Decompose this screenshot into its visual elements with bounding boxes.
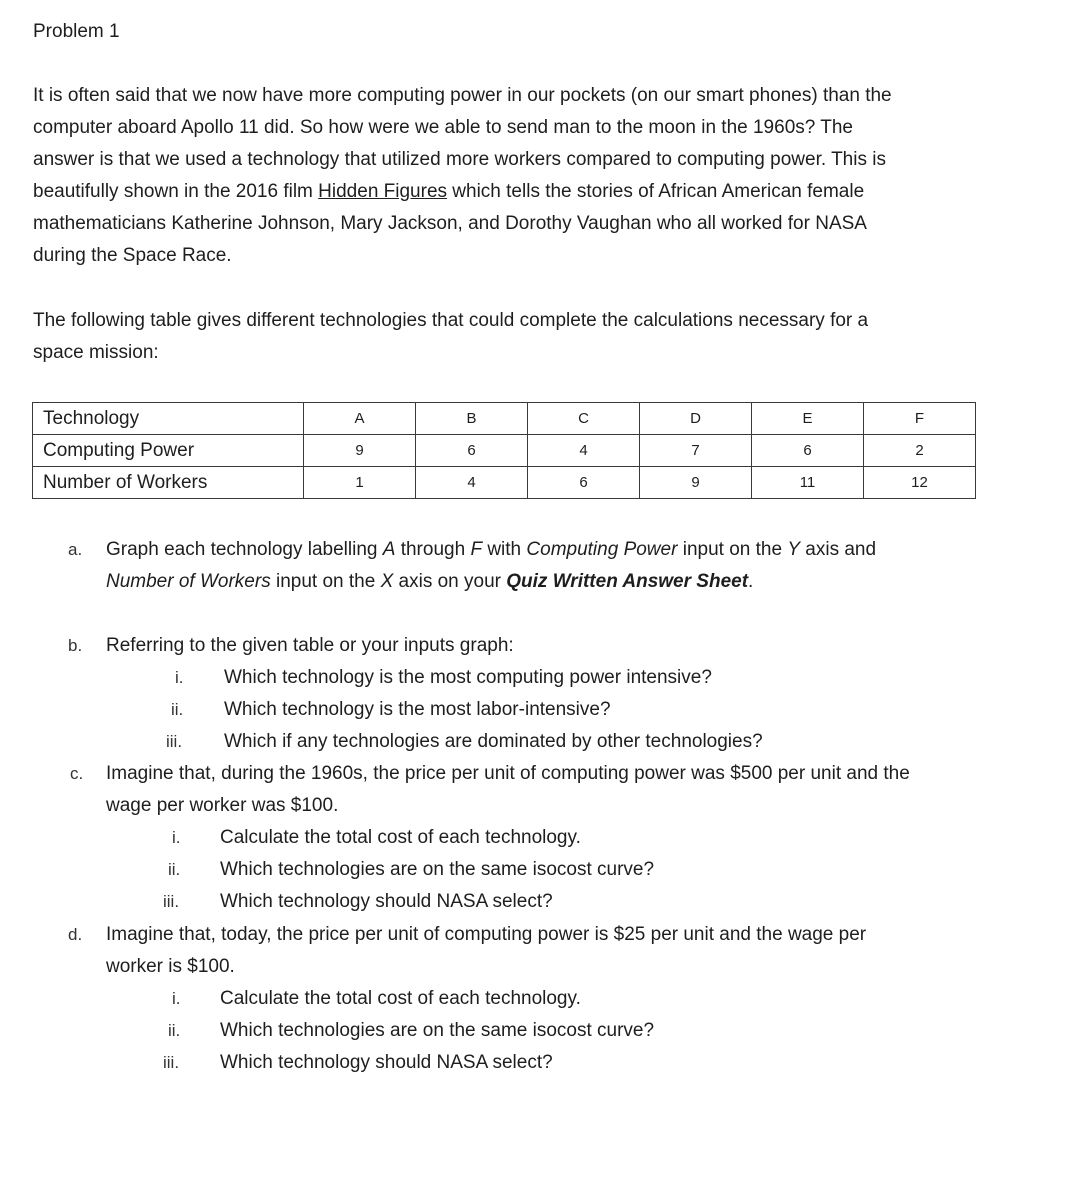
part-b-sub-question: Which technology is the most computing power intensive? bbox=[224, 667, 712, 688]
part-a-text: axis on your bbox=[393, 571, 507, 592]
table-header-col-a: A bbox=[304, 403, 416, 435]
intro-line-1: It is often said that we now have more computing power in our pockets (on our smart phones) than the bbox=[33, 85, 892, 106]
table-intro-line-1: The following table gives different technologies that could complete the calculations necessary for a bbox=[33, 310, 869, 331]
part-a-text: Y bbox=[787, 539, 800, 560]
part-b-sub-marker: i. bbox=[175, 668, 184, 687]
part-a-text: input on the bbox=[677, 539, 788, 560]
part-d-sub-marker: iii. bbox=[163, 1053, 180, 1072]
table-intro-paragraph bbox=[33, 305, 868, 369]
table-cell: 9 bbox=[640, 467, 752, 499]
part-a-text: . bbox=[748, 571, 754, 592]
part-a-text: axis and bbox=[800, 539, 877, 560]
intro-line-4-end: which tells the stories of African American female bbox=[447, 181, 865, 202]
part-c-sub-marker: ii. bbox=[168, 860, 181, 879]
part-d-sub-question: Which technologies are on the same isocost curve? bbox=[220, 1020, 655, 1041]
part-d-line-2: worker is $100. bbox=[106, 956, 235, 977]
part-d-sub-marker: i. bbox=[172, 989, 181, 1008]
part-a-text: F bbox=[470, 539, 483, 560]
part-b-marker: b. bbox=[68, 636, 83, 655]
table-header-col-f: F bbox=[864, 403, 976, 435]
table-header-col-b: B bbox=[416, 403, 528, 435]
table-header-col-c: C bbox=[528, 403, 640, 435]
table-header-label: Technology bbox=[33, 403, 304, 435]
table-cell: 11 bbox=[752, 467, 864, 499]
part-a-text: input on the bbox=[270, 571, 381, 592]
hidden-figures-title: Hidden Figures bbox=[318, 181, 448, 202]
table-header-col-d: D bbox=[640, 403, 752, 435]
part-a-text: through bbox=[395, 539, 471, 560]
intro-line-4-start: beautifully shown in the 2016 film bbox=[33, 181, 319, 202]
intro-line-3: answer is that we used a technology that utilized more workers compared to computing power. This is bbox=[33, 149, 886, 170]
table-intro-line-2: space mission: bbox=[33, 342, 159, 363]
intro-paragraph bbox=[33, 80, 892, 272]
answer-sheet-name: Quiz Written Answer Sheet bbox=[506, 571, 749, 592]
part-b-sub-marker: iii. bbox=[166, 732, 183, 751]
table-row bbox=[33, 435, 976, 467]
intro-line-5: mathematicians Katherine Johnson, Mary Jackson, and Dorothy Vaughan who all worked for NASA bbox=[33, 213, 867, 234]
table-cell: 4 bbox=[528, 435, 640, 467]
part-a-text: X bbox=[380, 571, 394, 592]
table-cell: 1 bbox=[304, 467, 416, 499]
part-c-marker: c. bbox=[70, 764, 84, 783]
table-cell: 9 bbox=[304, 435, 416, 467]
part-c-line-2: wage per worker was $100. bbox=[106, 795, 339, 816]
table-cell: 12 bbox=[864, 467, 976, 499]
table-row-label: Computing Power bbox=[33, 435, 304, 467]
part-d-marker: d. bbox=[68, 925, 83, 944]
part-a-marker: a. bbox=[68, 540, 83, 559]
part-b-sub-question: Which technology is the most labor-intensive? bbox=[224, 699, 611, 720]
intro-line-2: computer aboard Apollo 11 did. So how were we able to send man to the moon in the 1960s? The bbox=[33, 117, 853, 138]
part-c-sub-question: Calculate the total cost of each technology. bbox=[220, 827, 581, 848]
part-a-text: Number of Workers bbox=[106, 571, 271, 592]
part-c-sub-marker: i. bbox=[172, 828, 181, 847]
part-b-sub-marker: ii. bbox=[171, 700, 184, 719]
part-d-sub-question: Calculate the total cost of each technology. bbox=[220, 988, 581, 1009]
part-b-sub-question: Which if any technologies are dominated by other technologies? bbox=[224, 731, 763, 752]
intro-line-4 bbox=[33, 176, 892, 208]
part-a-text: Graph each technology labelling bbox=[106, 539, 383, 560]
part-d-line-1: Imagine that, today, the price per unit of computing power is $25 per unit and the wage per bbox=[106, 924, 867, 945]
problem-title: Problem 1 bbox=[33, 21, 120, 42]
table-cell: 4 bbox=[416, 467, 528, 499]
table-cell: 6 bbox=[752, 435, 864, 467]
part-d-sub-question: Which technology should NASA select? bbox=[220, 1052, 553, 1073]
technology-table bbox=[32, 402, 976, 499]
part-a-text: Computing Power bbox=[526, 539, 678, 560]
part-c-sub-marker: iii. bbox=[163, 892, 180, 911]
part-a-text: with bbox=[482, 539, 527, 560]
part-c-sub-question: Which technology should NASA select? bbox=[220, 891, 553, 912]
part-a-text: A bbox=[382, 539, 396, 560]
table-cell: 2 bbox=[864, 435, 976, 467]
part-d-sub-marker: ii. bbox=[168, 1021, 181, 1040]
part-c-sub-question: Which technologies are on the same isocost curve? bbox=[220, 859, 655, 880]
part-b-text: Referring to the given table or your inputs graph: bbox=[106, 635, 514, 656]
table-cell: 7 bbox=[640, 435, 752, 467]
table-row-label: Number of Workers bbox=[33, 467, 304, 499]
part-a-line-2 bbox=[106, 566, 753, 598]
table-header-col-e: E bbox=[752, 403, 864, 435]
table-cell: 6 bbox=[528, 467, 640, 499]
part-c-line-1: Imagine that, during the 1960s, the price per unit of computing power was $500 per unit and the bbox=[106, 763, 910, 784]
part-a-line-1 bbox=[106, 534, 876, 566]
intro-line-6: during the Space Race. bbox=[33, 245, 232, 266]
table-header-row bbox=[33, 403, 976, 435]
table-cell: 6 bbox=[416, 435, 528, 467]
table-row bbox=[33, 467, 976, 499]
